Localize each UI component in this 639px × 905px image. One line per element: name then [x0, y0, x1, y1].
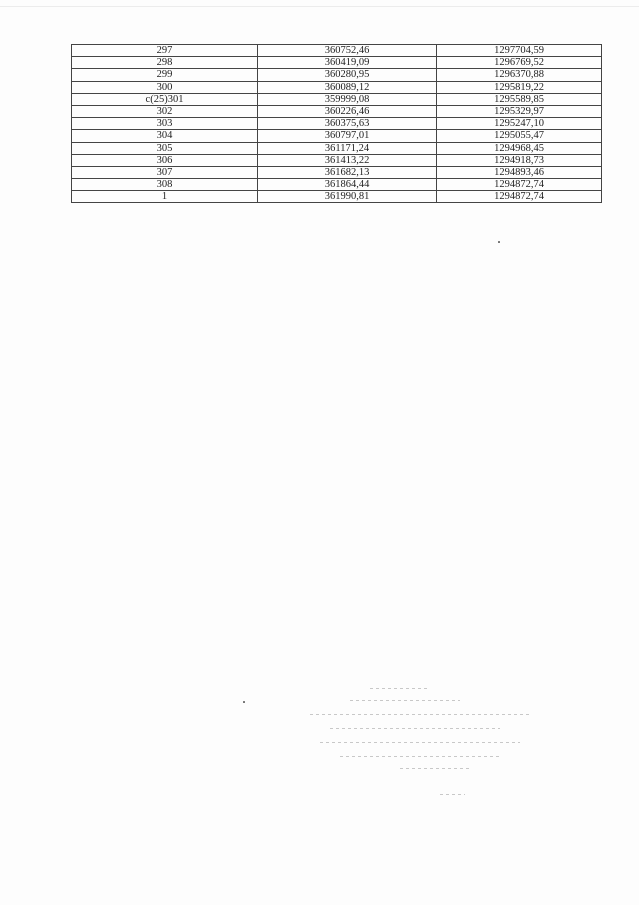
- table-row: [72, 45, 602, 57]
- point-number-cell: 308: [72, 179, 258, 191]
- x-coordinate-cell: 360752,46: [258, 45, 437, 57]
- y-coordinate-cell: 1294918,73: [437, 154, 602, 166]
- table-row: [72, 130, 602, 142]
- table-row: [72, 69, 602, 81]
- scan-speck: [243, 701, 245, 703]
- x-coordinate-cell: 361990,81: [258, 191, 437, 203]
- table-row: [72, 191, 602, 203]
- table-row: [72, 166, 602, 178]
- y-coordinate-cell: 1296370,88: [437, 69, 602, 81]
- table-row: [72, 142, 602, 154]
- table-row: [72, 179, 602, 191]
- x-coordinate-cell: 360280,95: [258, 69, 437, 81]
- x-coordinate-cell: 361864,44: [258, 179, 437, 191]
- x-coordinate-cell: 360226,46: [258, 105, 437, 117]
- point-number-cell: 302: [72, 105, 258, 117]
- point-number-cell: 300: [72, 81, 258, 93]
- point-number-cell: 304: [72, 130, 258, 142]
- point-number-cell: 306: [72, 154, 258, 166]
- x-coordinate-cell: 361171,24: [258, 142, 437, 154]
- y-coordinate-cell: 1295055,47: [437, 130, 602, 142]
- table-row: [72, 57, 602, 69]
- x-coordinate-cell: 360375,63: [258, 118, 437, 130]
- point-number-cell: 297: [72, 45, 258, 57]
- y-coordinate-cell: 1294872,74: [437, 191, 602, 203]
- coordinates-table-body: [72, 45, 602, 203]
- point-number-cell: 305: [72, 142, 258, 154]
- x-coordinate-cell: 361682,13: [258, 166, 437, 178]
- point-number-cell: 303: [72, 118, 258, 130]
- y-coordinate-cell: 1297704,59: [437, 45, 602, 57]
- faded-stamp-residue: [290, 670, 530, 800]
- table-row: [72, 118, 602, 130]
- point-number-cell: 307: [72, 166, 258, 178]
- y-coordinate-cell: 1295329,97: [437, 105, 602, 117]
- table-row: [72, 81, 602, 93]
- y-coordinate-cell: 1295589,85: [437, 93, 602, 105]
- table-row: [72, 154, 602, 166]
- scan-speck: [498, 241, 500, 243]
- x-coordinate-cell: 360089,12: [258, 81, 437, 93]
- y-coordinate-cell: 1296769,52: [437, 57, 602, 69]
- table-row: [72, 105, 602, 117]
- y-coordinate-cell: 1294893,46: [437, 166, 602, 178]
- point-number-cell: 1: [72, 191, 258, 203]
- coordinates-table: [71, 44, 602, 203]
- x-coordinate-cell: 360419,09: [258, 57, 437, 69]
- y-coordinate-cell: 1294968,45: [437, 142, 602, 154]
- y-coordinate-cell: 1295247,10: [437, 118, 602, 130]
- page-top-edge: [0, 6, 639, 7]
- y-coordinate-cell: 1295819,22: [437, 81, 602, 93]
- x-coordinate-cell: 361413,22: [258, 154, 437, 166]
- point-number-cell: c(25)301: [72, 93, 258, 105]
- y-coordinate-cell: 1294872,74: [437, 179, 602, 191]
- table-row: [72, 93, 602, 105]
- point-number-cell: 298: [72, 57, 258, 69]
- x-coordinate-cell: 359999,08: [258, 93, 437, 105]
- x-coordinate-cell: 360797,01: [258, 130, 437, 142]
- point-number-cell: 299: [72, 69, 258, 81]
